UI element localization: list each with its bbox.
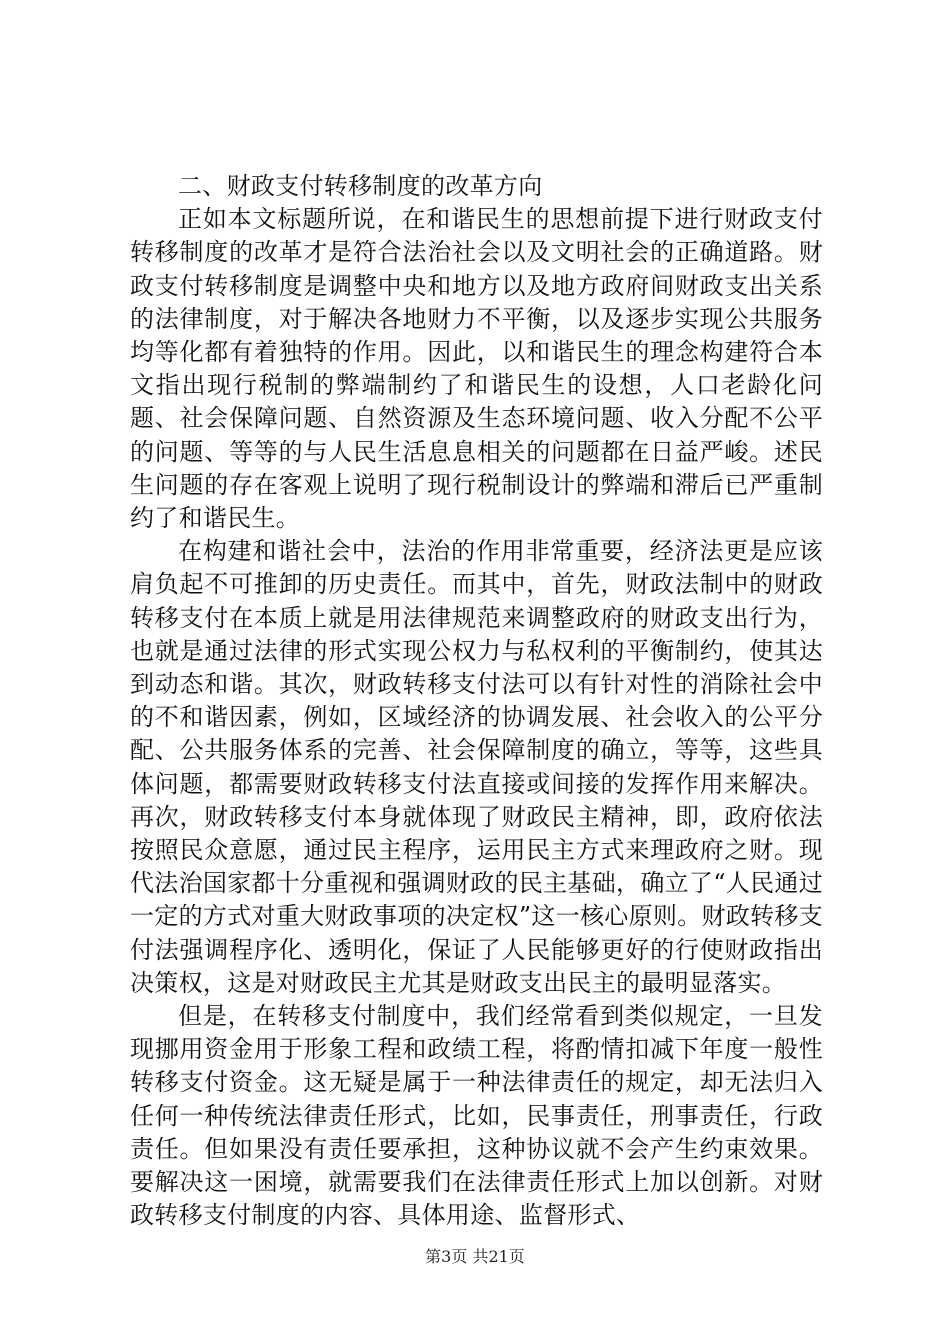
paragraph-3: 但是，在转移支付制度中，我们经常看到类似规定，一旦发现挪用资金用于形象工程和政绩工程，将酌情扣减下年度一般性转移支付资金。这无疑是属于一种法律责任的规定，却无法归入任何一种传统法律责任形式，比如，民事责任，刑事责任，行政责任。但如果没有责任要承担，这种协议就不会产生约束效果。要解决这一困境，就需要我们在法律责任形式上加以创新。对财政转移支付制度的内容、具体用途、监督形式、	[130, 1002, 823, 1230]
page-number-label: 第3页 共21页	[425, 1247, 525, 1266]
paragraph-2: 在构建和谐社会中，法治的作用非常重要，经济法更是应该肩负起不可推卸的历史责任。而其中，首先，财政法制中的财政转移支付在本质上就是用法律规范来调整政府的财政支出行为，也就是通过法律的形式实现公权力与私权利的平衡制约，使其达到动态和谐。其次，财政转移支付法可以有针对性的消除社会中的不和谐因素，例如，区域经济的协调发展、社会收入的公平分配、公共服务体系的完善、社会保障制度的确立，等等，这些具体问题，都需要财政转移支付法直接或间接的发挥作用来解决。再次，财政转移支付本身就体现了财政民主精神，即，政府依法按照民众意愿，通过民主程序，运用民主方式来理政府之财。现代法治国家都十分重视和强调财政的民主基础，确立了“人民通过一定的方式对重大财政事项的决定权”这一核心原则。财政转移支付法强调程序化、透明化，保证了人民能够更好的行使财政指出决策权，这是对财政民主尤其是财政支出民主的最明显落实。	[130, 537, 823, 997]
paragraph-1: 正如本文标题所说，在和谐民生的思想前提下进行财政支付转移制度的改革才是符合法治社会以及文明社会的正确道路。财政支付转移制度是调整中央和地方以及地方政府间财政支出关系的法律制度，对于解决各地财力不平衡，以及逐步实现公共服务均等化都有着独特的作用。因此，以和谐民生的理念构建符合本文指出现行税制的弊端制约了和谐民生的设想，人口老龄化问题、社会保障问题、自然资源及生态环境问题、收入分配不公平的问题、等等的与人民生活息息相关的问题都在日益严峻。述民生问题的存在客观上说明了现行税制设计的弊端和滞后已严重制约了和谐民生。	[130, 205, 823, 533]
document-body	[130, 170, 823, 1233]
page-footer	[0, 1244, 950, 1267]
section-heading: 二、财政支付转移制度的改革方向	[178, 172, 543, 200]
